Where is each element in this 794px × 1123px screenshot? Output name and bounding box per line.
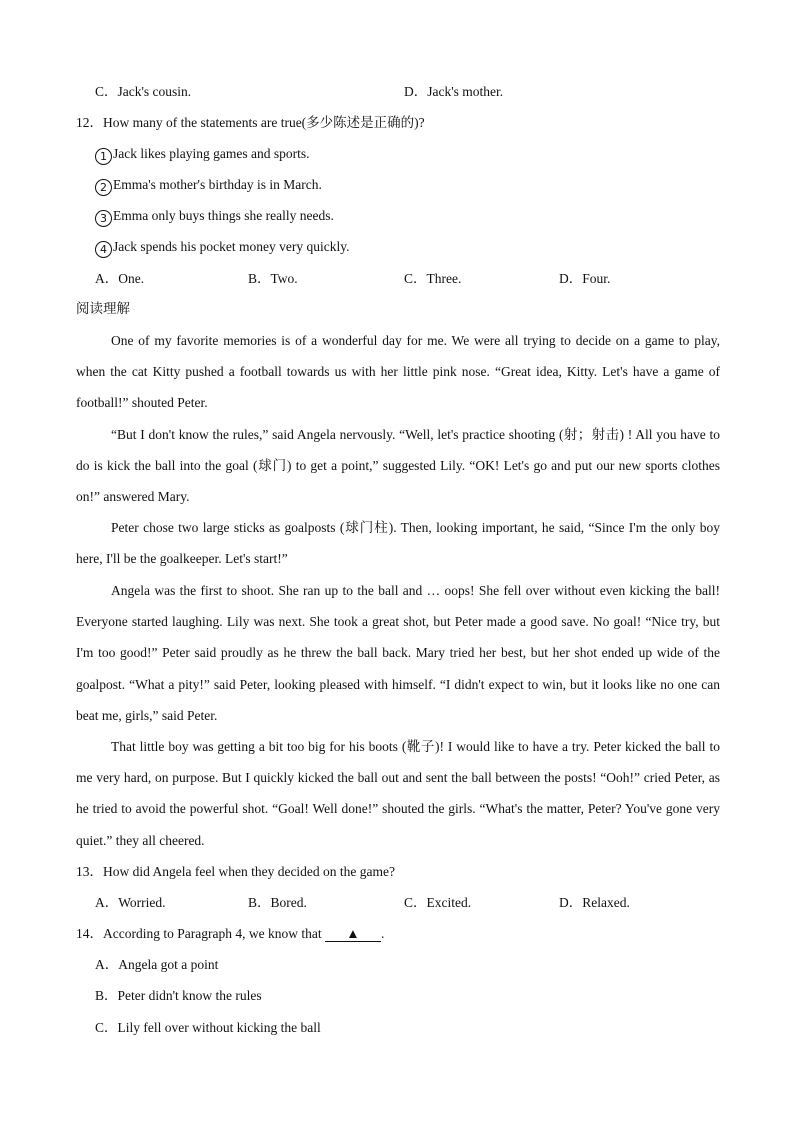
q12-stem: 12．How many of the statements are true(多少陈述是正确的)?: [76, 115, 425, 130]
q13-option-d: D．Relaxed.: [559, 895, 630, 910]
q11-option-d: D．Jack's mother.: [404, 84, 504, 99]
q14-option-a: A．Angela got a point: [95, 957, 219, 972]
answer-blank: [325, 927, 381, 942]
circled-number: 1: [95, 148, 112, 165]
q12-option-a: A．One.: [95, 271, 145, 286]
circled-number: 3: [95, 210, 112, 227]
q13-option-b: B．Bored.: [248, 895, 307, 910]
q14-stem-text: 14．According to Paragraph 4, we know that: [76, 926, 322, 941]
statement-text: Emma's mother's birthday is in March.: [113, 177, 322, 192]
paragraph-text: Angela was the first to shoot. She ran up to the ball and … oops! She fell over without even kicking the ball! Everyone started laughing. Lily was next. She took a great shot, but Peter made a good save. No goal! “Nice try, but I'm too good!” Peter said proudly as he threw the ball back. Mary tried her best, but her shot ended up wide of the goalpost. “What a pity!” said Peter, looking pleased with himself. “I didn't expect to win, but it looks like no one can beat me, girls,” said Peter.: [76, 583, 720, 723]
q14-option-c: C．Lily fell over without kicking the ball: [95, 1020, 321, 1035]
q12-statement-2: [95, 176, 322, 196]
statement-text: Emma only buys things she really needs.: [113, 208, 334, 223]
paragraph-text: One of my favorite memories is of a wonderful day for me. We were all trying to decide on a game to play, when the cat Kitty pushed a football towards us with her little pink nose. “Great idea, Kitty. Let's have a game of football!” shouted Peter.: [76, 333, 720, 411]
passage-paragraph-5: [76, 731, 720, 856]
passage-paragraph-1: [76, 325, 720, 419]
q13-option-c: C．Excited.: [404, 895, 472, 910]
passage-paragraph-2: [76, 419, 720, 513]
q14-stem-end: .: [380, 926, 385, 941]
q11-option-c: C．Jack's cousin.: [95, 84, 192, 99]
q12-option-c: C．Three.: [404, 271, 462, 286]
q12-statement-3: [95, 207, 334, 227]
q13-option-a: A．Worried.: [95, 895, 166, 910]
passage-paragraph-4: [76, 575, 720, 731]
statement-text: Jack spends his pocket money very quickly.: [113, 239, 350, 254]
q12-option-b: B．Two.: [248, 271, 298, 286]
q14-option-b: B．Peter didn't know the rules: [95, 988, 262, 1003]
circled-number: 4: [95, 241, 112, 258]
q12-statement-4: [95, 238, 349, 258]
passage-paragraph-3: [76, 512, 720, 574]
paragraph-text: Peter chose two large sticks as goalposts (球门柱). Then, looking important, he said, “Since I'm the only boy here, I'll be the goalkeeper. Let's start!”: [76, 520, 720, 567]
paragraph-text: That little boy was getting a bit too big for his boots (靴子)! I would like to have a try. Peter kicked the ball to me very hard, on purpose. But I quickly kicked the ball out and sent the ball between the posts! “Ooh!” cried Peter, as he tried to avoid the powerful shot. “Goal! Well done!” shouted the girls. “What's the matter, Peter? You've gone very quiet.” they all cheered.: [76, 739, 720, 848]
q12-option-d: D．Four.: [559, 271, 611, 286]
section-title: 阅读理解: [76, 301, 130, 316]
circled-number: 2: [95, 179, 112, 196]
q13-stem: 13．How did Angela feel when they decided on the game?: [76, 864, 396, 879]
paragraph-text: “But I don't know the rules,” said Angela nervously. “Well, let's practice shooting (射；射击) ! All you have to do is kick the ball into the goal (球门) to get a point,” suggested Lily. “OK! Let's go and put our new sports clothes on!” answered Mary.: [76, 427, 720, 505]
triangle-icon: ▲: [346, 926, 360, 941]
statement-text: Jack likes playing games and sports.: [113, 146, 310, 161]
q14-stem: [76, 925, 384, 943]
q12-statement-1: [95, 145, 309, 165]
